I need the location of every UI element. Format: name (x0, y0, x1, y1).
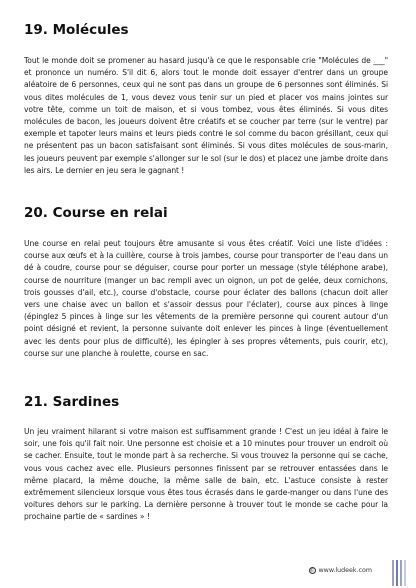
section-body: Une course en relai peut toujours être amusante si vous êtes créatif. Voici une liste d'idées : course aux œufs et à la cuillère, course à trois jambes, course pour transporter de l'eau dans un dé à coudre, course pour se déguiser, course pour porter un message (style téléphone arabe), course de nourriture (manger un bac rempli avec un oignon, un pot de gelée, deux cornichons, trois gousses d'ail, etc.), course d'obstacle, course pour éclater des ballons (chacun doit aller vers une chaise avec un ballon et s'assoir dessus pour l'éclater), course aux pinces à linge (épinglez 5 pinces à linge sur les vêtements de la première personne qui courent autour d'un point désigné et revient, la personne suivante doit enlever les pinces à linge (éventuellement avec les dents pour plus de difficulté), les épingler à ses propres vêtements, puis courir, etc), course sur une planche à roulette, course en sac. (24, 239, 388, 358)
section-sardines (24, 394, 388, 524)
section-heading: 21. Sardines (24, 394, 120, 410)
section-body: Tout le monde doit se promener au hasard jusqu'à ce que le responsable crie "Molécules de ___" et prononce un numéro. S'il dit 6, alors tout le monde doit essayer d'entrer dans un groupe aléatoire de 6 personnes, ceux qui ne sont pas dans un groupe de 6 personnes sont éliminés. Si vous dites molécules de 1, vous devez vous tenir sur un pied et placer vos mains jointes sur votre tête, comme un toit de maison, et si vous tombez, vous êtes éliminés. Si vous dites molécules de bacon, les joueurs doivent être créatifs et se coucher par terre (sur le ventre) par exemple et tapoter leurs mains et leurs pieds contre le sol comme du bacon grésillant, ceux qui ne présentent pas un bacon satisfaisant sont éliminés. Si vous dites molécules de sous-marin, les joueurs peuvent par exemple s'allonger sur le sol (sur le dos) et placez une jambe droite dans les airs. Le dernier en jeu sera le gagnant ! (24, 56, 388, 175)
section-heading: 20. Course en relai (24, 205, 168, 221)
page-footer (309, 567, 372, 574)
section-body: Un jeu vraiment hilarant si votre maison est suffisamment grande ! C'est un jeu idéal à faire le soir, une fois qu'il fait noir. Une personne est choisie et a 10 minutes pour trouver un endroit où se cacher. Ensuite, tout le monde part à sa recherche. Si vous trouvez la personne qui se cache, vous vous cachez avec elle. Plusieurs personnes finissent par se retrouver entassées dans le même placard, la même douche, la même salle de bain, etc. L'astuce consiste à rester extrêmement silencieux lorsque vous êtes tous écrasés dans le garde-manger ou dans l'une des voitures dehors sur le parking. La dernière personne à trouver tout le monde se cache pour la prochaine partie de « sardines » ! (24, 427, 388, 522)
section-heading: 19. Molécules (24, 22, 129, 38)
decorative-bar (392, 560, 394, 586)
section-course-en-relai (24, 205, 388, 360)
section-molecules (24, 22, 388, 177)
footer-site: www.ludeek.com (318, 567, 372, 574)
decorative-bars (392, 560, 406, 586)
decorative-bar (400, 560, 402, 586)
decorative-bar (396, 560, 398, 586)
decorative-bar (404, 560, 406, 586)
copyright-icon: © (309, 568, 315, 574)
